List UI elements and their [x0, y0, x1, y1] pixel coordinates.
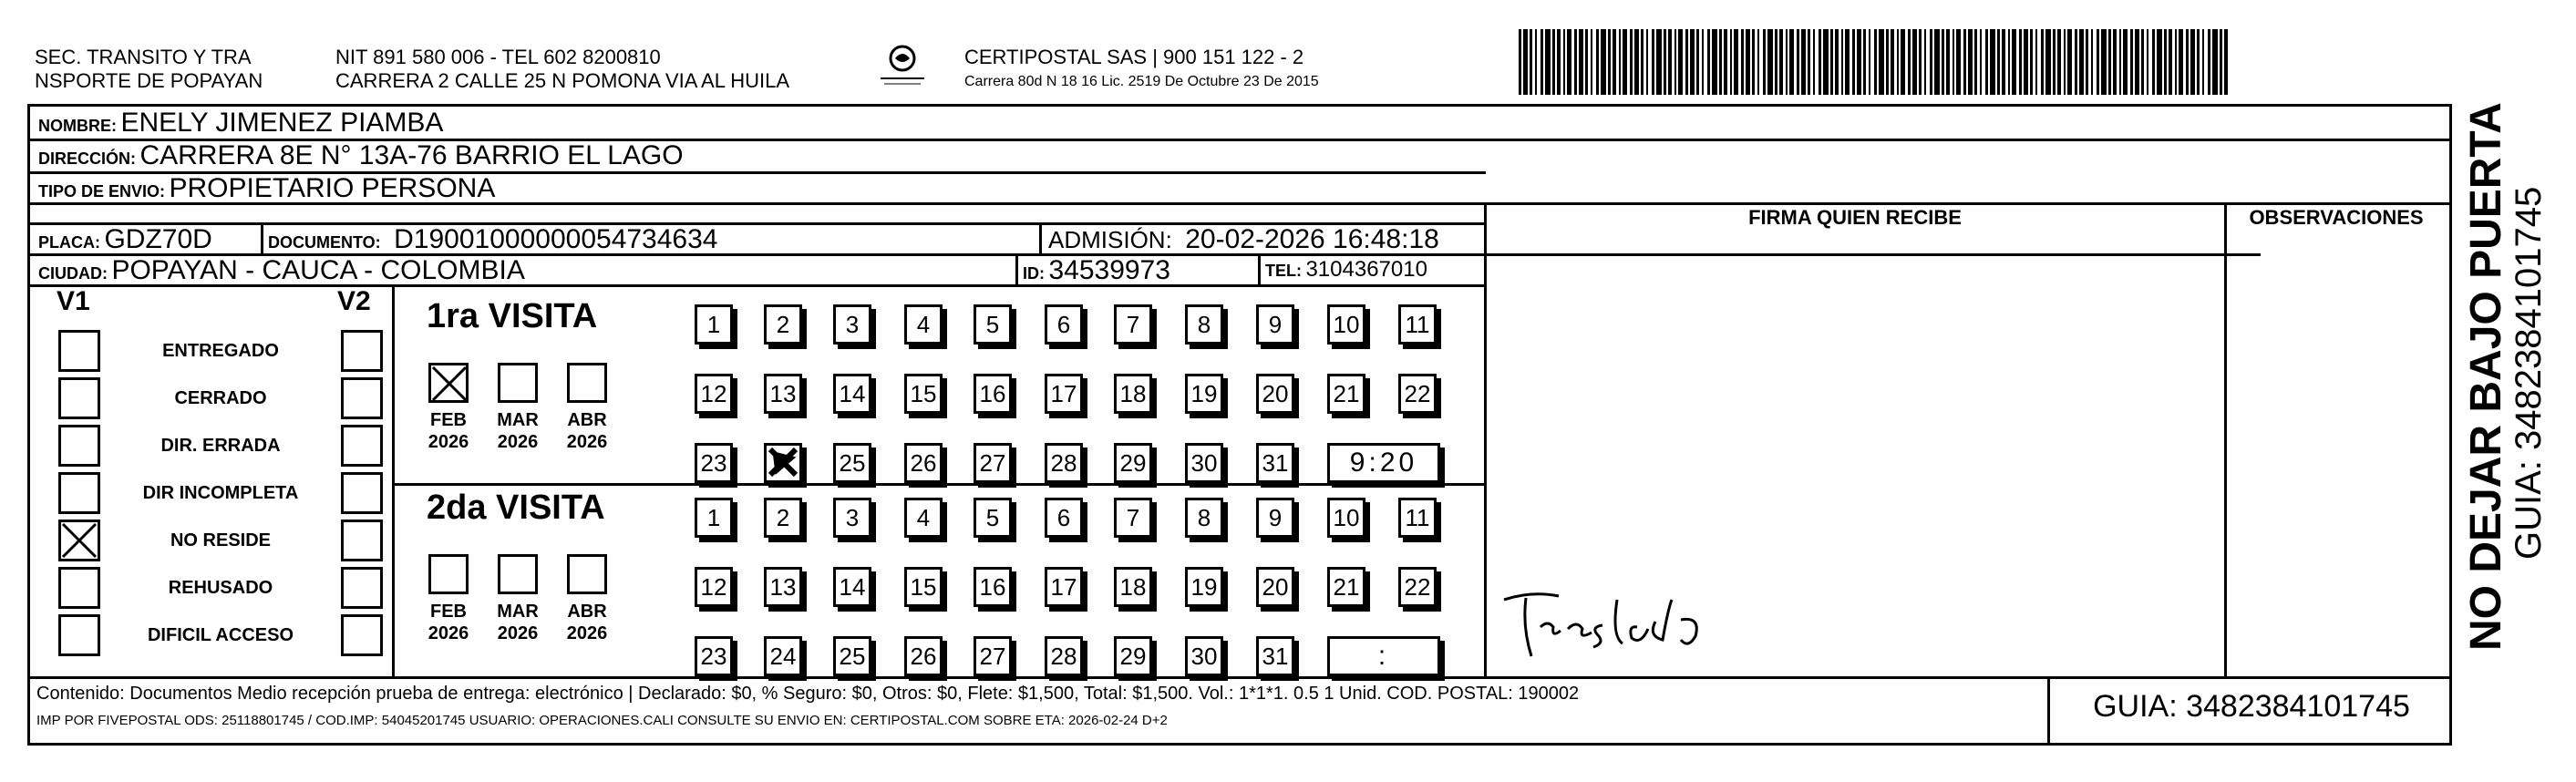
barcode-bar	[1956, 29, 1961, 95]
barcode-bar	[2030, 29, 2033, 95]
barcode-bar	[2113, 29, 2117, 95]
visit1-month-label: FEB	[430, 410, 467, 430]
visit1-day-cell[interactable]: 18	[1114, 374, 1152, 414]
barcode-bar	[1786, 29, 1788, 95]
visit2-day-cell[interactable]: 7	[1114, 498, 1152, 538]
visit1-day-cell[interactable]: 30	[1185, 443, 1223, 483]
visit2-title: 2da VISITA	[427, 489, 605, 527]
visit1-day-cell[interactable]	[764, 443, 802, 483]
direccion-value: CARRERA 8E N° 13A-76 BARRIO EL LAGO	[139, 140, 684, 170]
barcode-bar	[2019, 29, 2022, 95]
visit1-day-cell[interactable]: 4	[904, 304, 943, 345]
barcode-bar	[2169, 29, 2172, 95]
visit2-day-cell[interactable]: 6	[1045, 498, 1083, 538]
barcode-bar	[1591, 29, 1592, 95]
visit1-day-cell[interactable]: 31	[1256, 443, 1294, 483]
barcode-bar	[2012, 29, 2016, 95]
barcode-bar	[1696, 29, 1699, 95]
barcode-bar	[1685, 29, 1688, 95]
visit1-day-cell[interactable]: 29	[1114, 443, 1152, 483]
barcode-bar	[1613, 29, 1616, 95]
visit1-day-cell[interactable]: 7	[1114, 304, 1152, 345]
barcode-bar	[2108, 29, 2111, 95]
barcode-bar	[2064, 29, 2066, 95]
barcode-bar	[2041, 29, 2044, 95]
visit2-day-cell[interactable]: 19	[1185, 567, 1223, 607]
barcode-bar	[1674, 29, 1676, 95]
visit1-day-cell[interactable]: 28	[1045, 443, 1083, 483]
barcode-bar	[1540, 29, 1543, 95]
visit2-day-cell[interactable]: 15	[904, 567, 943, 607]
visit2-day-cell[interactable]: 10	[1327, 498, 1365, 538]
nit-line: NIT 891 580 006 - TEL 602 8200810	[335, 46, 661, 68]
v2-checkbox[interactable]	[341, 567, 383, 609]
nombre-value: ENELY JIMENEZ PIAMBA	[120, 108, 444, 138]
barcode-bar	[1813, 29, 1815, 95]
sender-address: CARRERA 2 CALLE 25 N POMONA VIA AL HUILA	[335, 69, 790, 92]
visit2-month-checkbox[interactable]	[428, 554, 469, 594]
tipo-value: PROPIETARIO PERSONA	[169, 173, 496, 203]
barcode-bar	[1630, 29, 1633, 95]
visit2-day-cell[interactable]: 16	[974, 567, 1012, 607]
v1-header: V1	[57, 286, 90, 316]
v2-checkbox[interactable]	[341, 377, 383, 419]
recipient-signature	[1495, 572, 1732, 664]
barcode-bar	[1852, 29, 1855, 95]
visit2-day-cell[interactable]: 5	[974, 498, 1012, 538]
barcode-bar	[1879, 29, 1884, 95]
visit2-year-label: 2026	[428, 623, 469, 643]
nombre-label: NOMBRE:	[38, 117, 117, 135]
no-dejar-bajo-puerta: NO DEJAR BAJO PUERTA	[2462, 102, 2510, 651]
barcode-bar	[2130, 29, 2133, 95]
visit1-month-label: MAR	[497, 410, 539, 430]
barcode-bar	[2097, 29, 2099, 95]
status-label: DIFICIL ACCESO	[147, 625, 294, 645]
v1-checkbox[interactable]	[58, 520, 100, 561]
barcode-bar	[1963, 29, 1966, 95]
visit2-day-cell[interactable]: 21	[1327, 567, 1365, 607]
visit2-day-cell[interactable]: 30	[1185, 636, 1223, 676]
barcode-bar	[2212, 29, 2218, 95]
sender-line1: SEC. TRANSITO Y TRA	[35, 46, 252, 68]
barcode-bar	[1656, 29, 1662, 95]
barcode-bar	[1557, 29, 1561, 95]
visit2-day-cell[interactable]: 17	[1045, 567, 1083, 607]
visit1-month-checkbox[interactable]	[428, 363, 469, 403]
barcode-bar	[1930, 29, 1932, 95]
barcode-bar	[2152, 29, 2155, 95]
barcode-bar	[1641, 29, 1643, 95]
barcode-bar	[2119, 29, 2121, 95]
barcode-bar	[1585, 29, 1588, 95]
barcode-bar	[1797, 29, 1799, 95]
visit1-day-cell[interactable]: 11	[1398, 304, 1437, 345]
barcode-bar	[2179, 29, 2183, 95]
barcode	[1519, 29, 2230, 95]
visit1-year-label: 2026	[497, 432, 539, 452]
barcode-bar	[2086, 29, 2088, 95]
barcode-bar	[1535, 29, 1537, 95]
barcode-bar	[1664, 29, 1666, 95]
visit1-day-cell[interactable]: 15	[904, 374, 943, 414]
barcode-bar	[1646, 29, 1648, 95]
ciudad-value: POPAYAN - CAUCA - COLOMBIA	[111, 255, 525, 285]
barcode-bar	[1702, 29, 1704, 95]
visit2-day-cell[interactable]: 2	[764, 498, 802, 538]
barcode-bar	[1974, 29, 1977, 95]
visit2-day-cell[interactable]: 4	[904, 498, 943, 538]
barcode-bar	[2190, 29, 2195, 95]
barcode-bar	[1757, 29, 1759, 95]
barcode-bar	[1857, 29, 1861, 95]
barcode-bar	[1980, 29, 1982, 95]
visit2-day-cell[interactable]: 27	[974, 636, 1012, 676]
visit1-year-label: 2026	[428, 432, 469, 452]
v1-checkbox[interactable]	[58, 425, 100, 467]
barcode-bar	[1841, 29, 1843, 95]
admision-label: ADMISIÓN:	[1048, 226, 1172, 253]
barcode-bar	[1953, 29, 1954, 95]
barcode-bar	[1779, 29, 1783, 95]
visit2-day-cell[interactable]: 29	[1114, 636, 1152, 676]
visit2-day-cell[interactable]: 12	[695, 567, 733, 607]
visit1-day-cell[interactable]: 2	[764, 304, 802, 345]
barcode-bar	[2186, 29, 2189, 95]
tipo-label: TIPO DE ENVIO:	[38, 182, 166, 201]
tel-value: 3104367010	[1305, 257, 1427, 282]
visit2-day-cell[interactable]: 28	[1045, 636, 1083, 676]
v2-checkbox[interactable]	[341, 330, 383, 372]
barcode-bar	[2008, 29, 2010, 95]
barcode-bar	[1712, 29, 1717, 95]
visit2-day-cell[interactable]: 18	[1114, 567, 1152, 607]
status-label: REHUSADO	[168, 578, 273, 598]
visit1-day-cell[interactable]: 20	[1256, 374, 1294, 414]
barcode-bar	[1775, 29, 1777, 95]
visit2-day-cell[interactable]: 25	[833, 636, 871, 676]
visit1-day-cell[interactable]: 14	[833, 374, 871, 414]
barcode-bar	[2208, 29, 2210, 95]
carrier-address: Carrera 80d N 18 16 Lic. 2519 De Octubre 23 De 2015	[964, 74, 1319, 89]
id-label: ID:	[1023, 264, 1045, 283]
barcode-bar	[1746, 29, 1750, 95]
barcode-bar	[1891, 29, 1894, 95]
barcode-bar	[1997, 29, 2000, 95]
barcode-bar	[1886, 29, 1889, 95]
status-label: DIR. ERRADA	[160, 436, 281, 456]
barcode-bar	[2220, 29, 2222, 95]
visit2-year-label: 2026	[566, 623, 608, 643]
barcode-bar	[2045, 29, 2051, 95]
barcode-bar	[2224, 29, 2228, 95]
barcode-bar	[2057, 29, 2061, 95]
placa-value: GDZ70D	[104, 224, 212, 254]
visit1-day-cell[interactable]: 26	[904, 443, 943, 483]
barcode-bar	[1545, 29, 1551, 95]
visit1-day-cell[interactable]: 8	[1185, 304, 1223, 345]
status-label: CERRADO	[174, 388, 267, 408]
barcode-bar	[1752, 29, 1755, 95]
placa-label: PLACA:	[38, 233, 100, 252]
visit1-month-checkbox[interactable]	[567, 363, 607, 403]
barcode-bar	[1819, 29, 1821, 95]
barcode-bar	[2002, 29, 2005, 95]
barcode-bar	[1845, 29, 1850, 95]
ciudad-label: CIUDAD:	[38, 264, 108, 283]
barcode-bar	[1519, 29, 1521, 95]
barcode-bar	[2197, 29, 2200, 95]
visit2-month-checkbox[interactable]	[567, 554, 607, 594]
barcode-bar	[1601, 29, 1606, 95]
visit2-day-cell[interactable]: 11	[1398, 498, 1437, 538]
id-value: 34539973	[1048, 255, 1170, 285]
barcode-bar	[2175, 29, 2177, 95]
visit1-day-cell[interactable]: 13	[764, 374, 802, 414]
barcode-bar	[1741, 29, 1744, 95]
visit1-time-box[interactable]: 9:20	[1327, 443, 1440, 483]
certipostal-logo	[875, 38, 930, 93]
barcode-bar	[1901, 29, 1905, 95]
barcode-bar	[1652, 29, 1654, 95]
barcode-bar	[2157, 29, 2162, 95]
barcode-bar	[2053, 29, 2056, 95]
barcode-bar	[1874, 29, 1877, 95]
v1-checkbox[interactable]	[58, 614, 100, 656]
barcode-bar	[1690, 29, 1695, 95]
barcode-bar	[1523, 29, 1528, 95]
status-label: ENTREGADO	[162, 341, 279, 361]
barcode-bar	[1990, 29, 1995, 95]
barcode-bar	[2164, 29, 2167, 95]
visit2-time-box[interactable]: :	[1327, 636, 1440, 676]
visit1-year-label: 2026	[566, 432, 608, 452]
visit1-month-label: ABR	[567, 410, 607, 430]
visit2-year-label: 2026	[497, 623, 539, 643]
v2-checkbox[interactable]	[341, 472, 383, 514]
visit2-day-cell[interactable]: 20	[1256, 567, 1294, 607]
barcode-bar	[2091, 29, 2093, 95]
visit1-day-cell[interactable]: 3	[833, 304, 871, 345]
observaciones-header: OBSERVACIONES	[2249, 206, 2424, 229]
visit1-day-cell[interactable]: 12	[695, 374, 733, 414]
visit2-month-label: FEB	[430, 602, 467, 622]
barcode-bar	[1734, 29, 1738, 95]
barcode-bar	[1724, 29, 1727, 95]
barcode-bar	[2147, 29, 2148, 95]
v2-checkbox[interactable]	[341, 425, 383, 467]
visit1-day-cell[interactable]: 22	[1398, 374, 1437, 414]
footer-imp: IMP POR FIVEPOSTAL ODS: 25118801745 / COD.IMP: 54045201745 USUARIO: OPERACIONES.CALI CONSULTE SU ENVIO EN: CERTIPOSTAL.COM SOBRE ETA: 2026-02-24 D+2	[36, 713, 1168, 728]
barcode-bar	[1908, 29, 1911, 95]
sender-line2: NSPORTE DE POPAYAN	[35, 69, 263, 92]
visit2-day-cell[interactable]: 3	[833, 498, 871, 538]
barcode-bar	[1919, 29, 1922, 95]
visit2-day-cell[interactable]: 8	[1185, 498, 1223, 538]
barcode-bar	[2202, 29, 2204, 95]
v1-checkbox[interactable]	[58, 377, 100, 419]
barcode-bar	[1946, 29, 1950, 95]
v2-checkbox[interactable]	[341, 520, 383, 561]
visit1-day-cell[interactable]: 16	[974, 374, 1012, 414]
barcode-bar	[1823, 29, 1829, 95]
visit2-day-cell[interactable]: 26	[904, 636, 943, 676]
barcode-bar	[1801, 29, 1806, 95]
barcode-bar	[1579, 29, 1583, 95]
visit1-day-cell[interactable]: 10	[1327, 304, 1365, 345]
v1-checkbox[interactable]	[58, 330, 100, 372]
footer-content: Contenido: Documentos Medio recepción prueba de entrega: electrónico | Declarado: $0, % Seguro: $0, Otros: $0, Flete: $1,500, Total: $1,500. Vol.: 1*1*1. 0.5 1 Unid. COD. POSTAL: 190002	[36, 684, 1580, 704]
documento-label: DOCUMENTO:	[268, 233, 381, 252]
barcode-bar	[2075, 29, 2077, 95]
barcode-bar	[1830, 29, 1833, 95]
barcode-bar	[1808, 29, 1810, 95]
barcode-bar	[1912, 29, 1917, 95]
barcode-bar	[1863, 29, 1866, 95]
visit1-month-checkbox[interactable]	[498, 363, 538, 403]
barcode-bar	[1789, 29, 1794, 95]
admision-value: 20-02-2026 16:48:18	[1185, 224, 1439, 254]
barcode-bar	[1678, 29, 1683, 95]
barcode-bar	[1897, 29, 1899, 95]
visit1-day-cell[interactable]: 21	[1327, 374, 1365, 414]
barcode-bar	[1934, 29, 1940, 95]
status-label: NO RESIDE	[170, 530, 272, 550]
visit2-day-cell[interactable]: 22	[1398, 567, 1437, 607]
barcode-bar	[1530, 29, 1532, 95]
barcode-bar	[1574, 29, 1577, 95]
barcode-bar	[2035, 29, 2037, 95]
barcode-bar	[1634, 29, 1639, 95]
barcode-bar	[2101, 29, 2107, 95]
visit2-day-cell[interactable]: 23	[695, 636, 733, 676]
documento-value: D19001000000054734634	[394, 224, 718, 254]
visit2-day-cell[interactable]: 24	[764, 636, 802, 676]
barcode-bar	[1985, 29, 1988, 95]
barcode-bar	[1623, 29, 1627, 95]
v2-header: V2	[337, 286, 371, 316]
visit2-day-cell[interactable]: 13	[764, 567, 802, 607]
barcode-bar	[1608, 29, 1611, 95]
barcode-bar	[1869, 29, 1870, 95]
barcode-bar	[1707, 29, 1710, 95]
visit2-day-cell[interactable]: 1	[695, 498, 733, 538]
visit1-day-cell[interactable]: 23	[695, 443, 733, 483]
visit1-title: 1ra VISITA	[427, 297, 598, 335]
barcode-bar	[1619, 29, 1621, 95]
barcode-bar	[1924, 29, 1926, 95]
tel-label: TEL:	[1265, 262, 1302, 280]
barcode-bar	[1767, 29, 1773, 95]
barcode-bar	[1942, 29, 1944, 95]
barcode-bar	[1552, 29, 1555, 95]
barcode-bar	[2067, 29, 2072, 95]
barcode-bar	[1567, 29, 1571, 95]
visit1-day-cell[interactable]: 1	[695, 304, 733, 345]
barcode-bar	[1719, 29, 1722, 95]
barcode-bar	[1835, 29, 1839, 95]
visit1-day-cell[interactable]: 17	[1045, 374, 1083, 414]
barcode-bar	[1563, 29, 1565, 95]
barcode-bar	[1668, 29, 1672, 95]
barcode-bar	[2135, 29, 2139, 95]
barcode-bar	[2024, 29, 2028, 95]
barcode-bar	[2123, 29, 2128, 95]
visit2-month-checkbox[interactable]	[498, 554, 538, 594]
visit1-day-cell[interactable]: 25	[833, 443, 871, 483]
visit1-day-cell[interactable]: 6	[1045, 304, 1083, 345]
visit2-day-cell[interactable]: 9	[1256, 498, 1294, 538]
barcode-bar	[1968, 29, 1973, 95]
barcode-bar	[1763, 29, 1766, 95]
visit2-month-label: ABR	[567, 602, 607, 622]
v1-checkbox[interactable]	[58, 472, 100, 514]
barcode-bar	[1596, 29, 1599, 95]
direccion-label: DIRECCIÓN:	[38, 149, 136, 168]
barcode-bar	[2141, 29, 2144, 95]
visit1-day-cell[interactable]: 9	[1256, 304, 1294, 345]
v1-checkbox[interactable]	[58, 567, 100, 609]
v2-checkbox[interactable]	[341, 614, 383, 656]
carrier-line: CERTIPOSTAL SAS | 900 151 122 - 2	[964, 46, 1304, 68]
barcode-bar	[1730, 29, 1732, 95]
barcode-bar	[2079, 29, 2084, 95]
firma-header: FIRMA QUIEN RECIBE	[1748, 206, 1962, 229]
visit2-day-cell[interactable]: 14	[833, 567, 871, 607]
footer-guia: GUIA: 3482384101745	[2093, 689, 2410, 724]
visit1-day-cell[interactable]: 5	[974, 304, 1012, 345]
sidebar-guia: GUIA: 3482384101745	[2509, 186, 2549, 560]
visit2-day-cell[interactable]: 31	[1256, 636, 1294, 676]
visit1-day-cell[interactable]: 19	[1185, 374, 1223, 414]
visit1-day-cell[interactable]: 27	[974, 443, 1012, 483]
visit2-month-label: MAR	[497, 602, 539, 622]
status-label: DIR INCOMPLETA	[142, 483, 299, 503]
